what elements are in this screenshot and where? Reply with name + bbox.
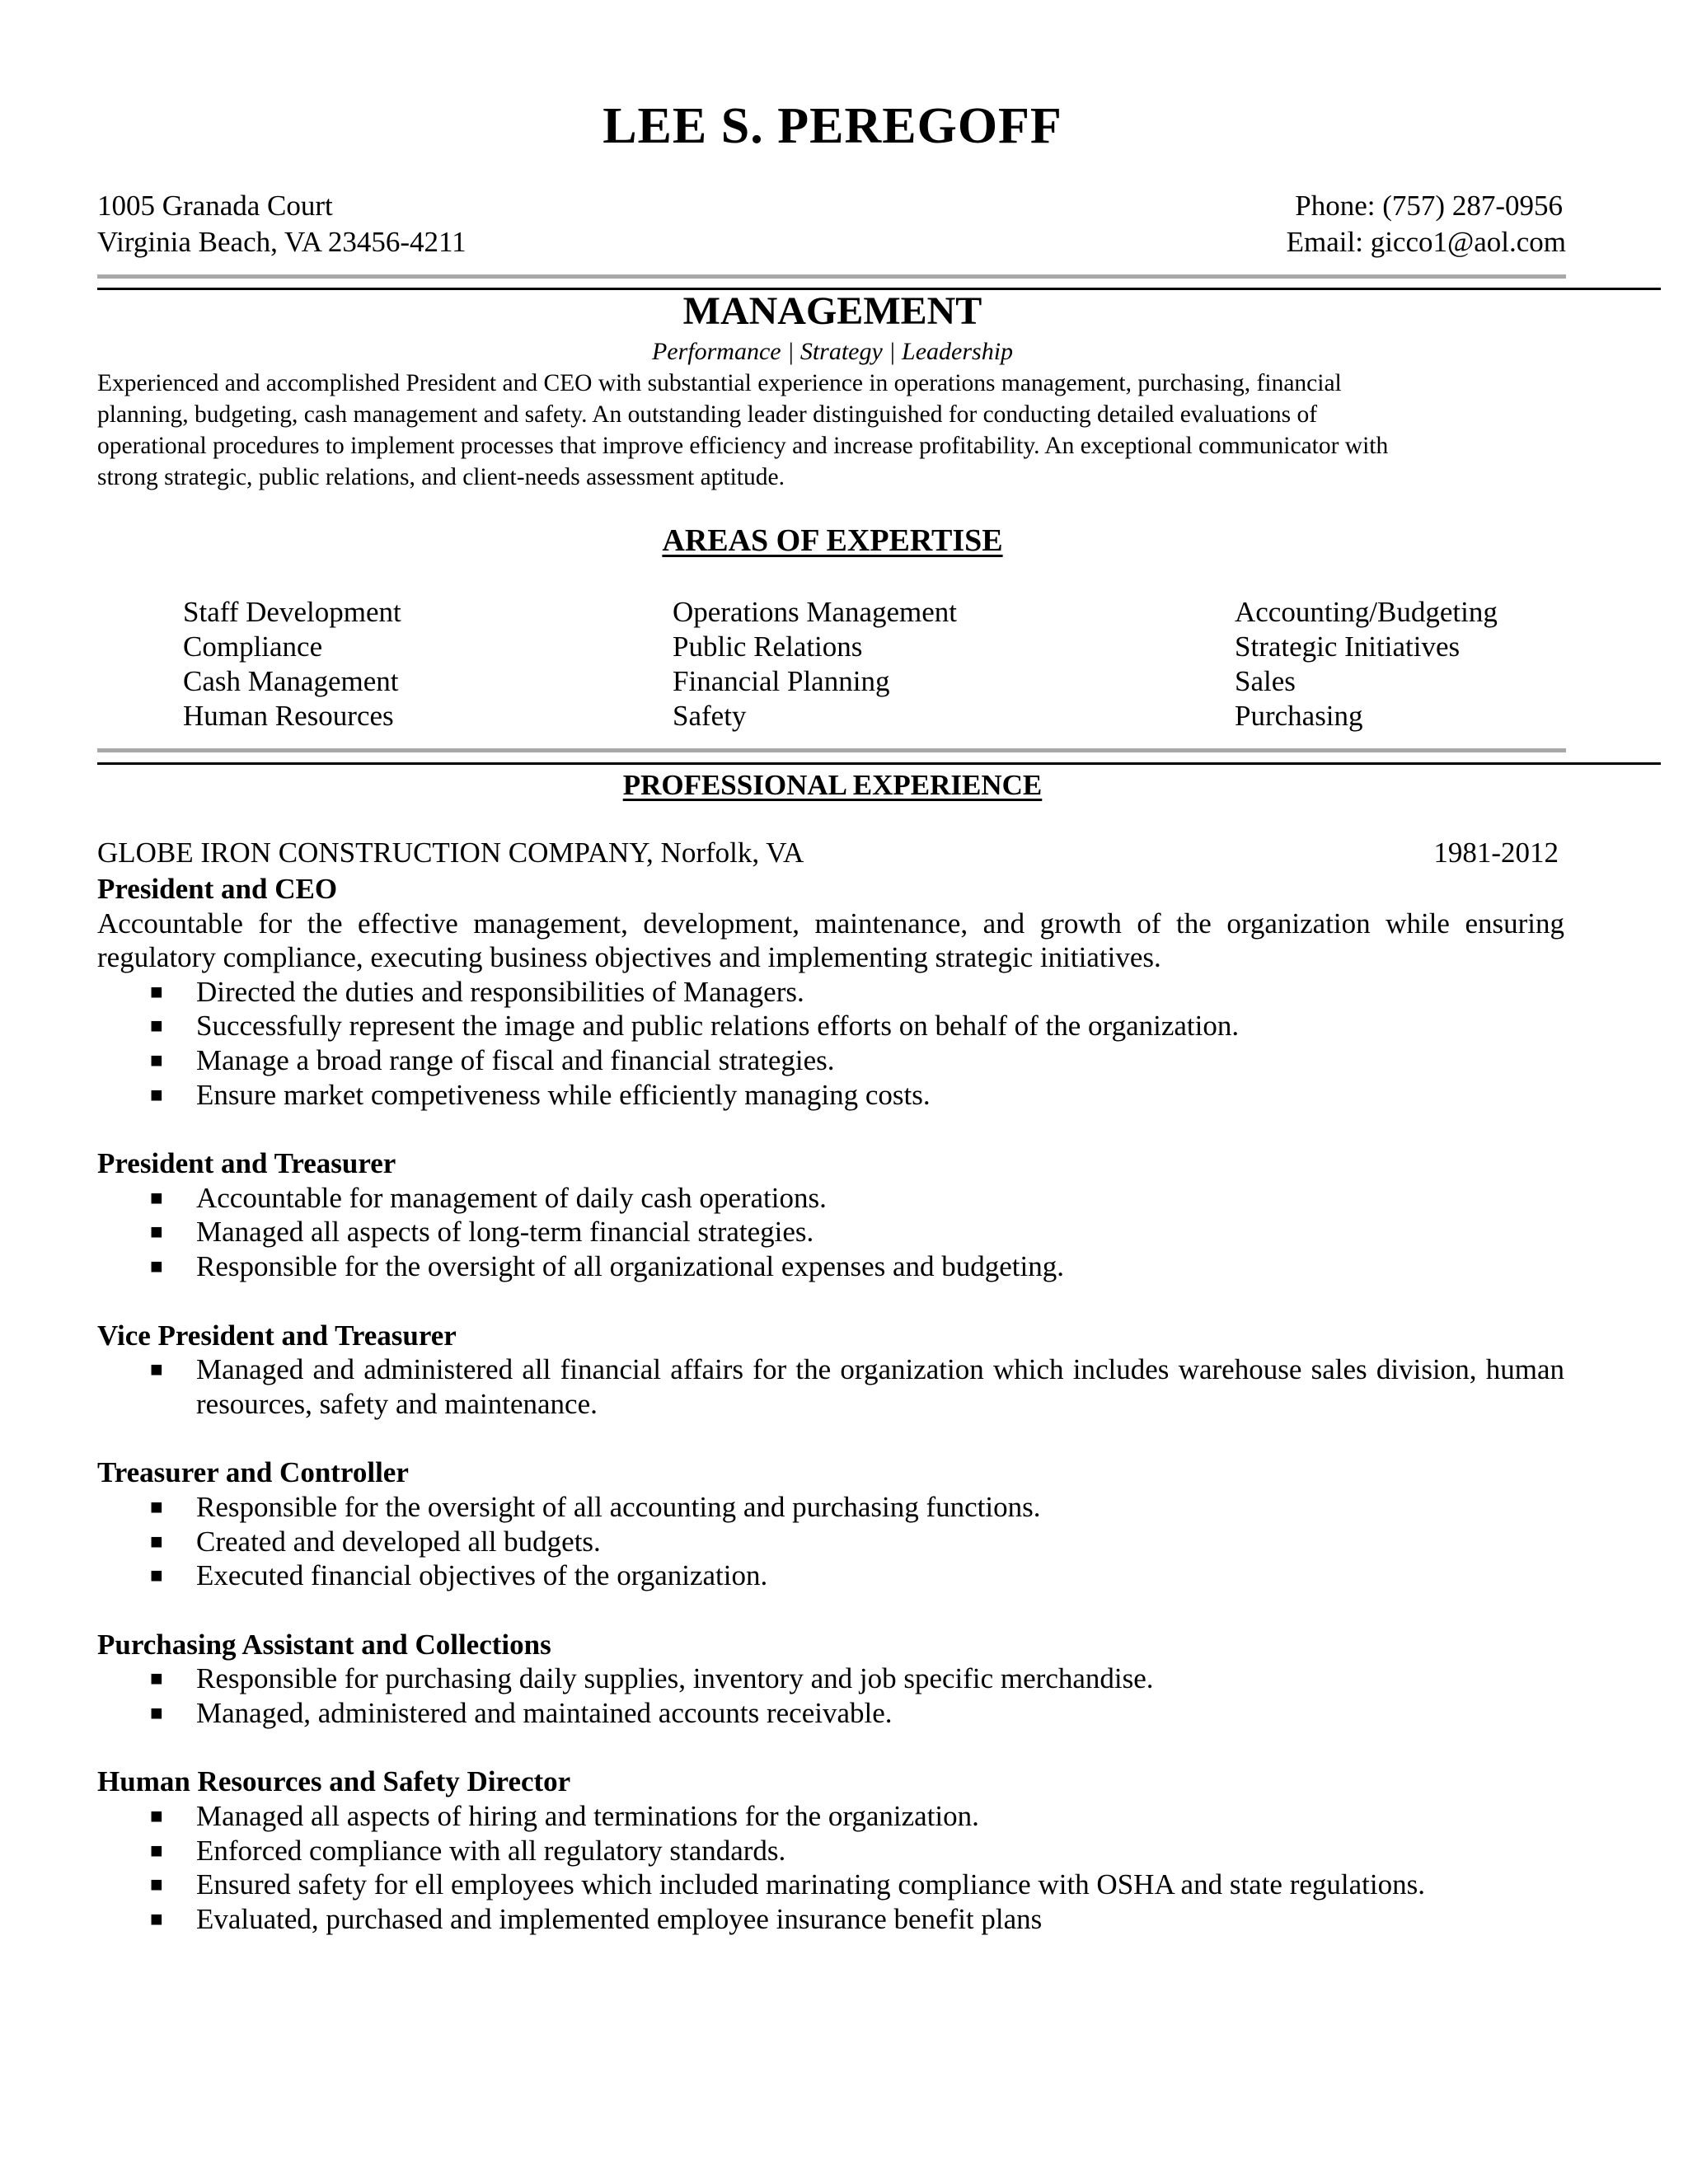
bullet-item: ■ Responsible for the oversight of all accounting and purchasing functions. [150,1490,1041,1523]
role-title: Vice President and Treasurer [97,1319,457,1352]
address-line-2: Virginia Beach, VA 23456-4211 [97,226,467,258]
role-bullets [97,1490,1564,1593]
summary-line: Experienced and accomplished President and CEO with substantial experience in operations management, purchasing, financial [97,370,1342,396]
address-block [97,188,467,260]
bullet-item: ■ Created and developed all budgets. [150,1525,601,1558]
expertise-item: Staff Development [183,596,401,628]
bullet-item: ■ Ensure market competiveness while efficiently managing costs. [150,1078,931,1111]
role-title: President and Treasurer [97,1147,396,1180]
bullet-square-icon: ■ [150,1357,163,1382]
bullet-item: ■ Ensured safety for ell employees which included marinating compliance with OSHA and state regulations. [150,1868,1425,1901]
bullet-square-icon: ■ [150,1014,163,1038]
role-description: Accountable for the effective management, development, maintenance, and growth of the organization while ensuring regulatory compliance, executing business objectives and implementing strategic initiatives. [97,907,1564,974]
bullet-item: ■ Managed, administered and maintained accounts receivable. [150,1696,893,1729]
bullet-item: ■ Accountable for management of daily cash operations. [150,1181,827,1214]
bullet-item: ■ Executed financial objectives of the organization. [150,1559,768,1592]
bullet-square-icon: ■ [150,1872,163,1897]
bullet-square-icon: ■ [150,1254,163,1278]
phone-number: Phone: (757) 287-0956 [1295,190,1563,222]
bullet-square-icon: ■ [150,1563,163,1588]
bullet-item: ■ Responsible for purchasing daily supplies, inventory and job specific merchandise. [150,1662,1154,1695]
experience-title: PROFESSIONAL EXPERIENCE [622,769,1043,801]
expertise-item: Sales [1235,665,1296,697]
bullet-square-icon: ■ [150,1906,163,1931]
expertise-item: Financial Planning [673,665,890,697]
summary-line: strong strategic, public relations, and client-needs assessment aptitude. [97,464,785,490]
bullet-item: ■ Responsible for the oversight of all organizational expenses and budgeting. [150,1249,1064,1282]
expertise-column-2 [673,595,957,733]
bullet-square-icon: ■ [150,1494,163,1519]
role-bullets [97,1661,1564,1730]
bullet-square-icon: ■ [150,1529,163,1554]
expertise-item: Strategic Initiatives [1235,630,1461,663]
bullet-square-icon: ■ [150,1185,163,1210]
bullet-square-icon: ■ [150,1804,163,1829]
role-title: President and CEO [97,873,338,905]
employment-years: 1981-2012 [1433,837,1559,869]
expertise-item: Cash Management [183,665,399,697]
divider-black [97,762,1661,765]
expertise-item: Public Relations [673,630,863,663]
experience-roles [97,872,1564,1936]
company-name: GLOBE IRON CONSTRUCTION COMPANY, Norfolk, VA [97,837,804,869]
role-title: Treasurer and Controller [97,1456,409,1489]
candidate-name: LEE S. PEREGOFF [603,98,1062,154]
expertise-item: Human Resources [183,700,394,732]
bullet-square-icon: ■ [150,1220,163,1244]
bullet-square-icon: ■ [150,1666,163,1691]
bullet-square-icon: ■ [150,1082,163,1107]
divider-gray [97,748,1566,752]
role-title: Human Resources and Safety Director [97,1765,571,1798]
summary-line: operational procedures to implement processes that improve efficiency and increase profitability. An exceptional communicator with [97,433,1389,459]
expertise-item: Operations Management [673,596,958,628]
bullet-square-icon: ■ [150,979,163,1004]
expertise-item: Compliance [183,630,323,663]
divider-gray [97,274,1566,279]
bullet-item: ■ Successfully represent the image and public relations efforts on behalf of the organization. [150,1010,1240,1043]
bullet-square-icon: ■ [150,1047,163,1072]
expertise-title: AREAS OF EXPERTISE [662,523,1003,558]
bullet-item: ■ Managed and administered all financial affairs for the organization which includes warehouse sales division, human resources, safety and maintenance. [150,1353,1564,1420]
role-bullets [97,1181,1564,1284]
bullet-square-icon: ■ [150,1700,163,1725]
bullet-item: ■ Directed the duties and responsibilities of Managers. [150,975,804,1008]
bullet-item: ■ Evaluated, purchased and implemented employee insurance benefit plans [150,1902,1043,1935]
role-bullets [97,1352,1564,1421]
role-bullets [97,975,1564,1112]
summary-line: planning, budgeting, cash management and safety. An outstanding leader distinguished for conducting detailed evaluations of [97,401,1318,428]
summary-text [97,368,1569,493]
bullet-item: ■ Managed all aspects of hiring and terminations for the organization. [150,1800,979,1833]
email-address: Email: gicco1@aol.com [1286,226,1566,258]
expertise-item: Purchasing [1235,700,1363,732]
bullet-square-icon: ■ [150,1838,163,1863]
address-line-1: 1005 Granada Court [97,190,333,222]
summary-tagline: Performance | Strategy | Leadership [651,338,1014,365]
expertise-item: Safety [673,700,747,732]
expertise-column-3 [1235,595,1498,733]
role-bullets [97,1799,1564,1936]
summary-title: MANAGEMENT [682,289,982,333]
bullet-item: ■ Manage a broad range of fiscal and financial strategies. [150,1043,835,1076]
role-title: Purchasing Assistant and Collections [97,1628,551,1661]
expertise-item: Accounting/Budgeting [1235,596,1498,628]
bullet-item: ■ Enforced compliance with all regulatory standards. [150,1834,786,1867]
expertise-column-1 [183,595,401,733]
bullet-item: ■ Managed all aspects of long-term financial strategies. [150,1216,814,1249]
